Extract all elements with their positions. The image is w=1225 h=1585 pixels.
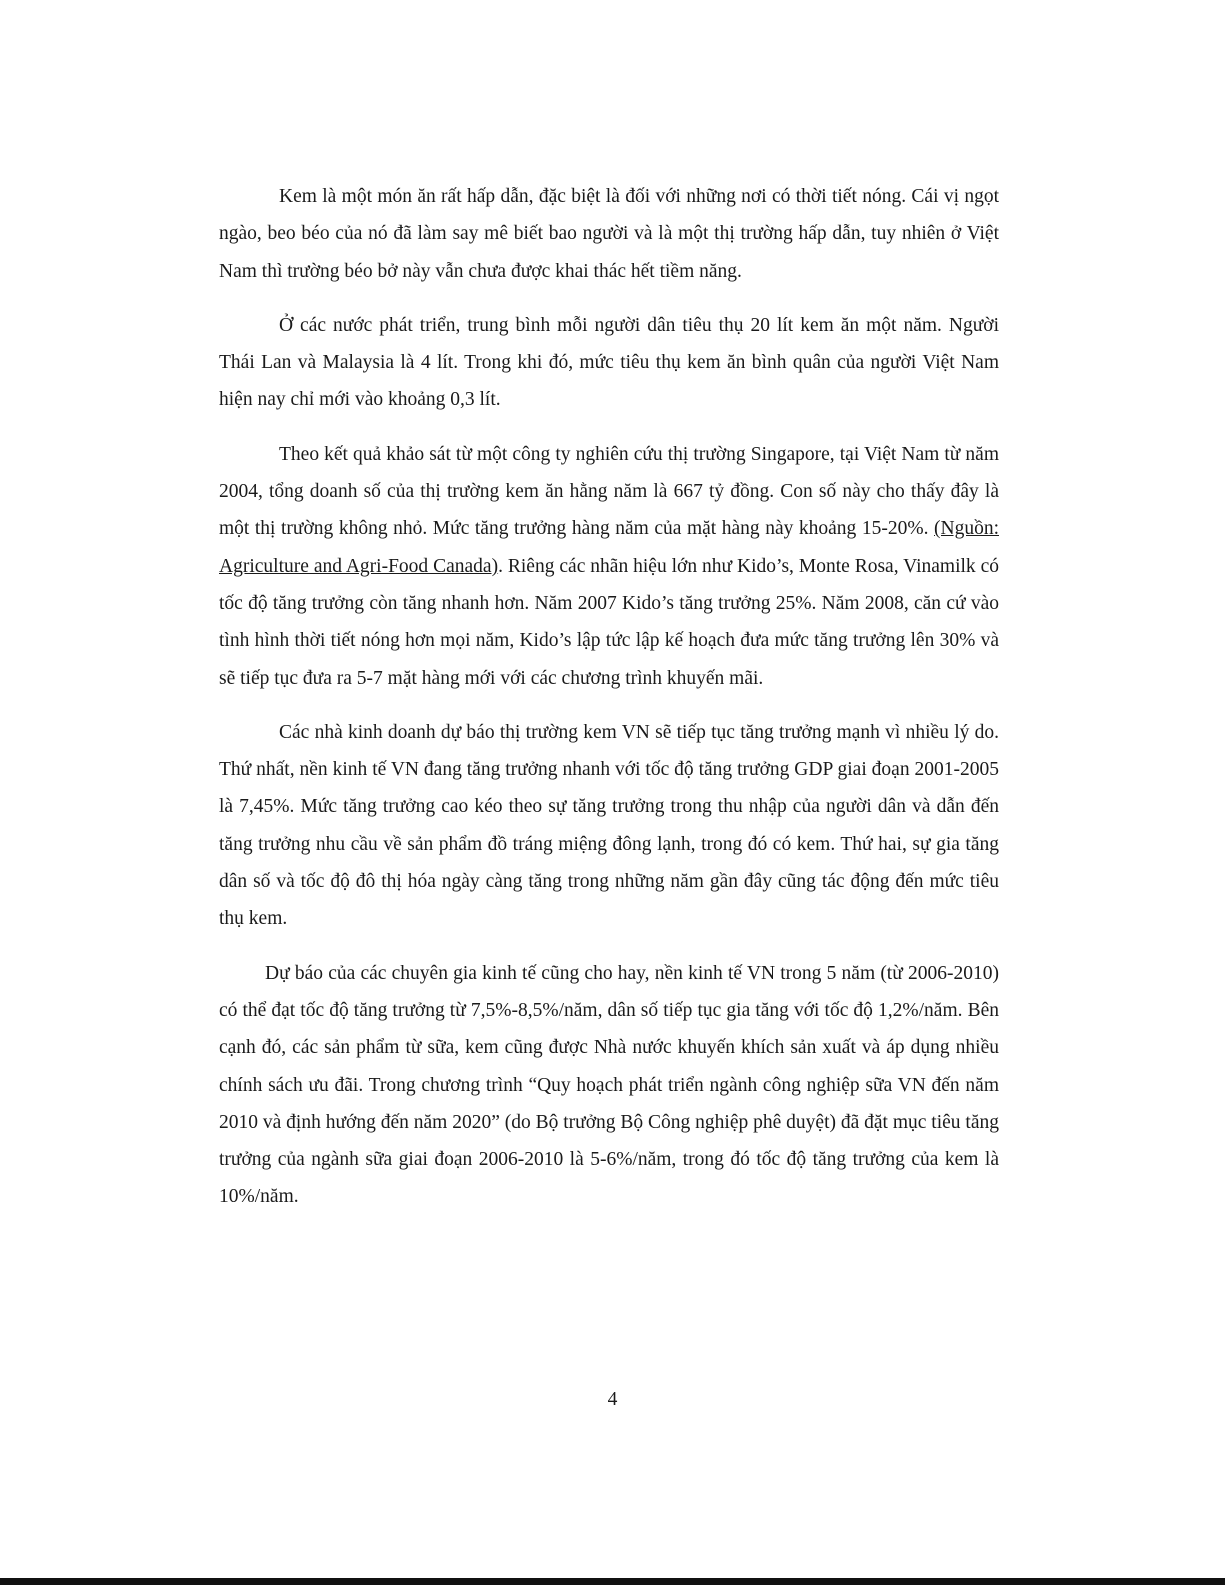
paragraph-intro: Kem là một món ăn rất hấp dẫn, đặc biệt là đối với những nơi có thời tiết nóng. Cái vị ngọt ngào, beo béo của nó đã làm say mê biết bao người và là một thị trường hấp dẫn, tuy nhiên ở Việt Nam thì trường béo bở này vẫn chưa được khai thác hết tiềm năng. — [219, 186, 999, 282]
paragraph-forecast: Dự báo của các chuyên gia kinh tế cũng cho hay, nền kinh tế VN trong 5 năm (từ 2006-2010) có thể đạt tốc độ tăng trưởng từ 7,5%-8,5%/năm, dân số tiếp tục gia tăng với tốc độ 1,2%/năm. Bên cạnh đó, các sản phẩm từ sữa, kem cũng được Nhà nước khuyến khích sản xuất và áp dụng nhiều chính sách ưu đãi. Trong chương trình “Quy hoạch phát triển ngành công nghiệp sữa VN đến năm 2010 và định hướng đến năm 2020” (do Bộ trưởng Bộ Công nghiệp phê duyệt) đã đặt mục tiêu tăng trưởng của ngành sữa giai đoạn 2006-2010 là 5-6%/năm, trong đó tốc độ tăng trưởng của kem là 10%/năm. — [219, 962, 999, 1208]
paragraph-market-survey — [219, 436, 999, 697]
page-number: 4 — [607, 1389, 618, 1410]
body-text — [219, 178, 999, 1233]
paragraph-market-survey-end: . Riêng các nhãn hiệu lớn như Kido’s, Monte Rosa, Vinamilk có tốc độ tăng trưởng còn tăng nhanh hơn. Năm 2007 Kido’s tăng trưởng 25%. Năm 2008, căn cứ vào tình hình thời tiết nóng hơn mọi năm, Kido’s lập tức lập kế hoạch đưa mức tăng trưởng lên 30% và sẽ tiếp tục đưa ra 5-7 mặt hàng mới với các chương trình khuyến mãi. — [219, 555, 999, 689]
source-citation: (Nguồn: Agriculture and Agri-Food Canada) — [219, 518, 999, 577]
paragraph-market-survey-start: Theo kết quả khảo sát từ một công ty nghiên cứu thị trường Singapore, tại Việt Nam từ năm 2004, tổng doanh số của thị trường kem ăn hằng năm là 667 tỷ đồng. Con số này cho thấy đây là một thị trường không nhỏ. Mức tăng trưởng hàng năm của mặt hàng này khoảng 15-20%. — [219, 443, 999, 540]
paragraph-growth-reasons: Các nhà kinh doanh dự báo thị trường kem VN sẽ tiếp tục tăng trưởng mạnh vì nhiều lý do. Thứ nhất, nền kinh tế VN đang tăng trưởng nhanh với tốc độ tăng trưởng GDP giai đoạn 2001-2005 là 7,45%. Mức tăng trưởng cao kéo theo sự tăng trưởng trong thu nhập của người dân và dẫn đến tăng trưởng nhu cầu về sản phẩm đồ tráng miệng đông lạnh, trong đó có kem. Thứ hai, sự gia tăng dân số và tốc độ đô thị hóa ngày càng tăng trong những năm gần đây cũng tác động đến mức tiêu thụ kem. — [219, 721, 999, 930]
bottom-border — [0, 1578, 1225, 1585]
paragraph-consumption: Ở các nước phát triển, trung bình mỗi người dân tiêu thụ 20 lít kem ăn một năm. Người Thái Lan và Malaysia là 4 lít. Trong khi đó, mức tiêu thụ kem ăn bình quân của người Việt Nam hiện nay chỉ mới vào khoảng 0,3 lít. — [219, 314, 999, 411]
